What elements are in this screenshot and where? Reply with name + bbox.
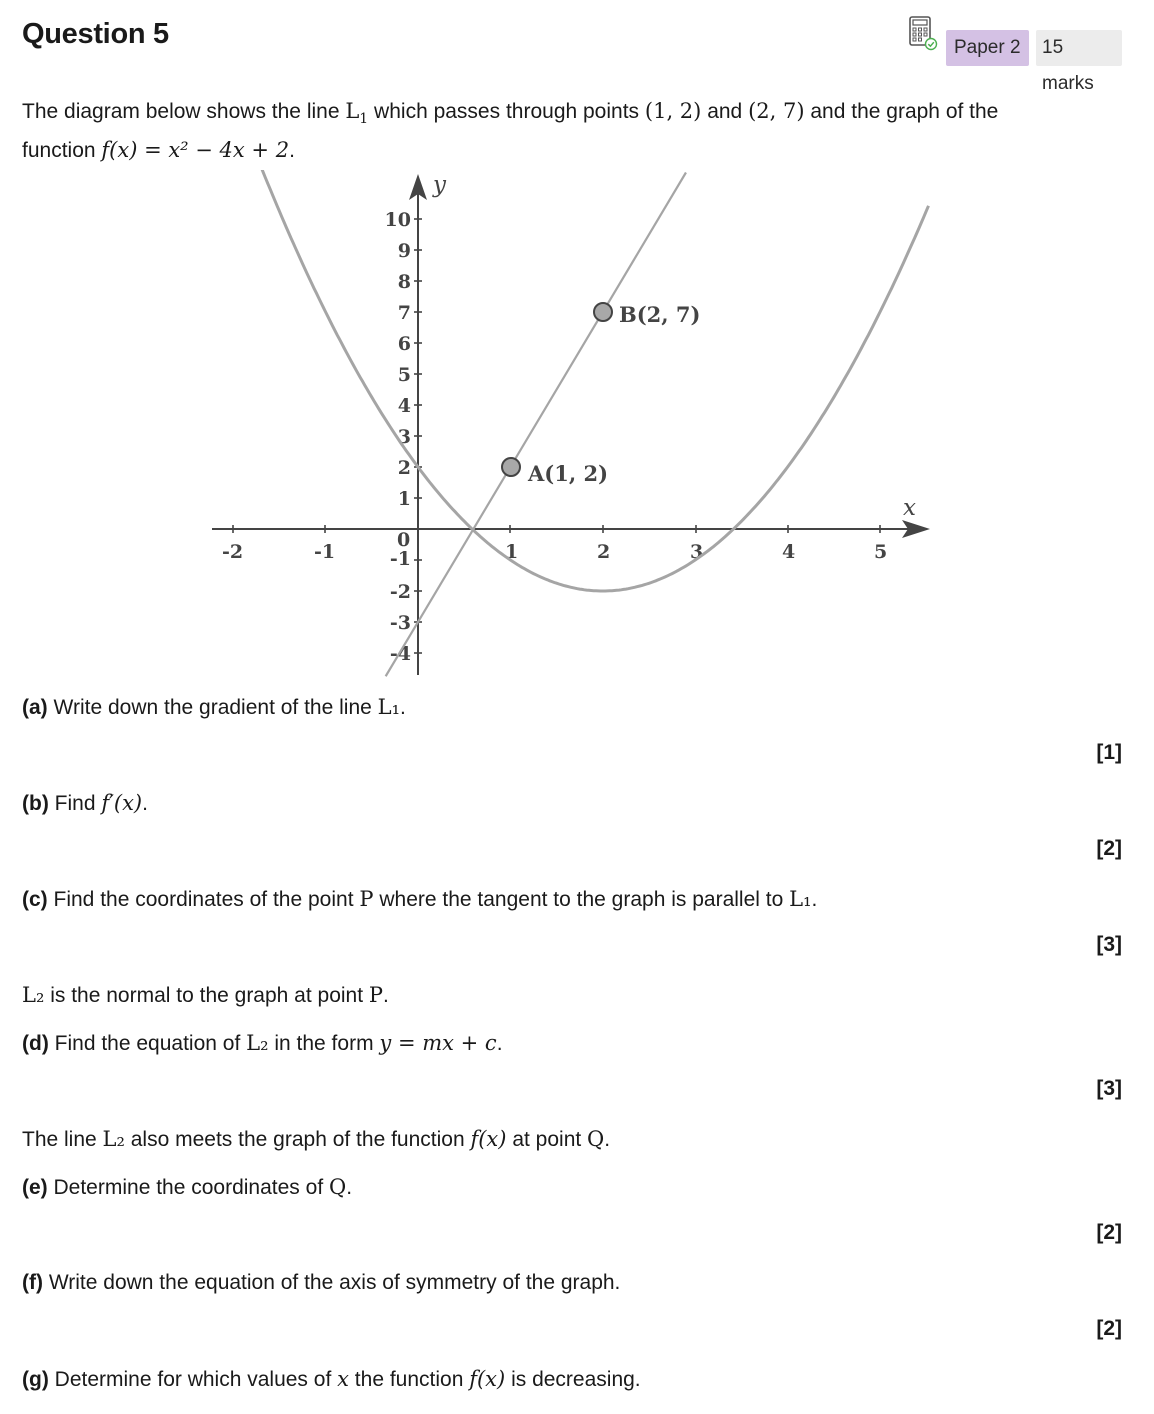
part-e: (e) Determine the coordinates of Q. (22, 1175, 353, 1199)
calculator-allowed-icon (908, 15, 938, 53)
intro-text: function (22, 139, 102, 163)
y-tick-label: 3 (397, 426, 411, 448)
point-B-label: B(2, 7) (619, 302, 701, 327)
paper-badge: Paper 2 (946, 30, 1029, 66)
x-tick-label: 1 (505, 541, 519, 563)
function-definition: f(x) = x² − 4x + 2 (101, 138, 290, 163)
point-1: (1, 2) (644, 99, 702, 123)
part-d: (d) Find the equation of L₂ in the form y = mx + c. (22, 1031, 503, 1055)
point-2: (2, 7) (748, 99, 805, 123)
x-tick-label: 0 (397, 529, 411, 551)
x-tick-label: 3 (690, 541, 704, 563)
y-tick-label: 4 (397, 395, 411, 417)
x-axis-label: x (903, 495, 916, 521)
y-tick-label: 6 (397, 333, 411, 355)
y-axis-label: y (433, 172, 446, 198)
y-tick-label: -3 (389, 612, 411, 634)
y-tick-label: 5 (397, 364, 411, 386)
point-A-label: A(1, 2) (528, 461, 609, 486)
y-tick-label: -2 (389, 581, 411, 603)
point-A-marker (502, 458, 520, 476)
y-tick-label: -1 (389, 548, 411, 570)
part-c: (c) Find the coordinates of the point P where the tangent to the graph is parallel to L₁. (22, 887, 818, 911)
marks-badge: 15 marks (1036, 30, 1122, 66)
x-tick-label: 2 (597, 541, 611, 563)
part-g: (g) Determine for which values of x the function f(x) is decreasing. (22, 1367, 641, 1391)
y-tick-label: 8 (397, 271, 411, 293)
x-tick-label: 4 (782, 541, 796, 563)
question-intro: The diagram below shows the line $L_1$ which passes through points (1, 2) and (2, 7) and the graph of the function f(x) = x² − 4x + 2. (22, 99, 999, 163)
intro-text: and the graph of the (804, 100, 999, 123)
marks-c: [3] (1096, 933, 1122, 956)
marks-f: [2] (1096, 1317, 1122, 1340)
question-title: Question 5 (22, 18, 169, 50)
line-L1-graph (386, 173, 686, 677)
line-L1: $L_1$ (345, 99, 369, 128)
parabola-curve (261, 170, 929, 591)
point-B-marker (594, 303, 612, 321)
function-graph (200, 170, 940, 680)
y-tick-label: 10 (384, 209, 411, 231)
y-tick-label: 9 (397, 240, 411, 262)
intro-text: which passes through points (368, 100, 645, 123)
y-tick-label: -4 (389, 643, 411, 665)
y-tick-label: 7 (397, 302, 411, 324)
marks-a: [1] (1096, 741, 1122, 764)
part-e-preamble: The line L₂ also meets the graph of the function f(x) at point Q. (22, 1127, 611, 1151)
x-tick-label: 5 (874, 541, 888, 563)
marks-d: [3] (1096, 1077, 1122, 1100)
y-tick-label: 1 (397, 488, 411, 510)
part-d-preamble: L₂ is the normal to the graph at point P. (22, 983, 389, 1007)
intro-text: and (701, 100, 749, 123)
part-a: (a) Write down the gradient of the line L₁. (22, 695, 406, 719)
part-f: (f) Write down the equation of the axis of symmetry of the graph. (22, 1271, 621, 1294)
intro-text: The diagram below shows the line (22, 100, 346, 123)
part-b: (b) Find f′(x). (22, 791, 148, 815)
marks-e: [2] (1096, 1221, 1122, 1244)
x-tick-label: -1 (314, 541, 336, 563)
x-tick-label: -2 (222, 541, 244, 563)
marks-b: [2] (1096, 837, 1122, 860)
y-tick-label: 2 (397, 457, 411, 479)
question-header (22, 14, 1122, 94)
